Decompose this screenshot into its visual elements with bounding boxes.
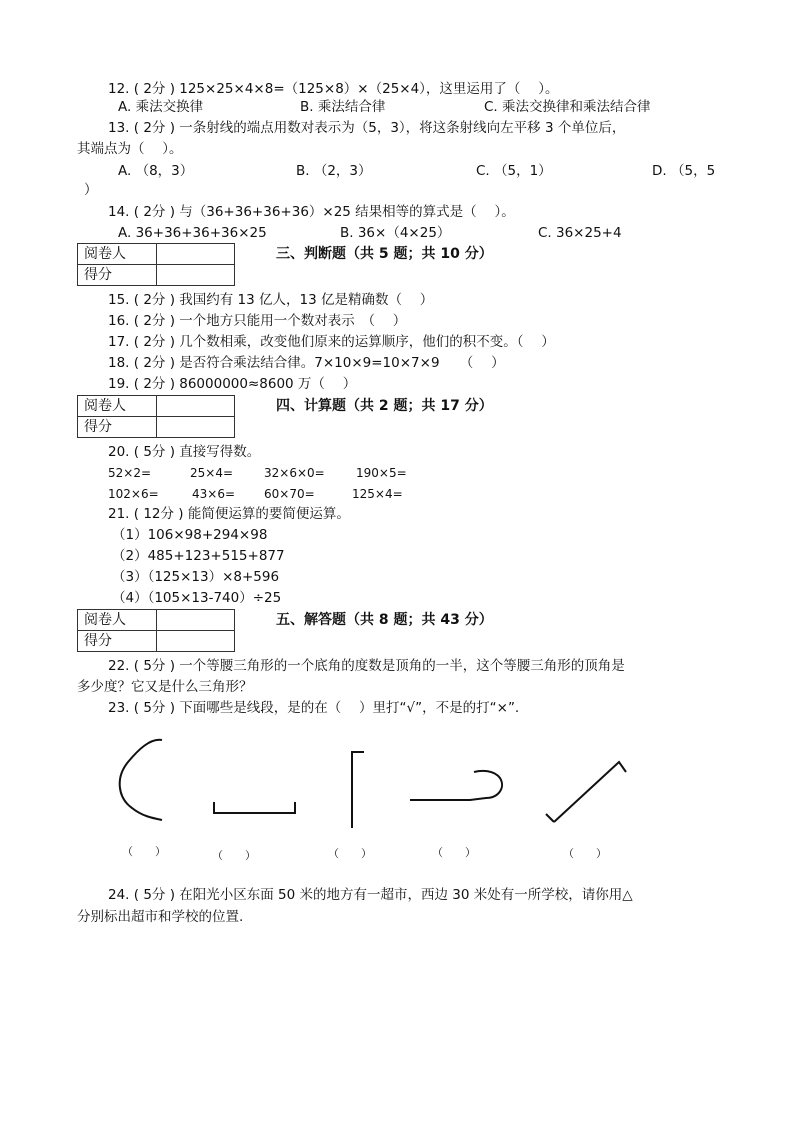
q23-figures (0, 730, 794, 840)
q13-option-d: D. （5，5 (652, 163, 716, 179)
answer-paren-3[interactable]: （ ） (328, 847, 372, 860)
calc-item: 125×4= (352, 487, 403, 501)
reviewer-label: 阅卷人 (78, 396, 157, 417)
section4-title: 四、计算题（共 2 题；共 17 分） (276, 398, 493, 414)
q21-item-4: （4）（105×13-740）÷25 (112, 590, 282, 606)
q13-option-d-tail: ） (84, 182, 98, 198)
question-15: 15. ( 2分 ) 我国约有 13 亿人，13 亿是精确数（ ） (108, 292, 434, 308)
question-13-line2: 其端点为（ ）。 (77, 141, 183, 157)
section3-title: 三、判断题（共 5 题；共 10 分） (276, 246, 493, 262)
section5-title: 五、解答题（共 8 题；共 43 分） (276, 612, 493, 628)
q13-option-c: C. （5，1） (476, 163, 552, 179)
q21-item-2: （2）485+123+515+877 (112, 548, 285, 564)
question-16: 16. ( 2分 ) 一个地方只能用一个数对表示 （ ） (108, 313, 407, 329)
figure-diagonal-tick (546, 814, 554, 822)
score-cell[interactable] (157, 417, 235, 438)
q14-option-b: B. 36×（4×25） (340, 225, 451, 241)
question-18: 18. ( 2分 ) 是否符合乘法结合律。7×10×9=10×7×9 （ ） (108, 355, 505, 371)
reviewer-cell[interactable] (157, 610, 235, 631)
question-24-line2: 分别标出超市和学校的位置. (77, 909, 244, 925)
score-cell[interactable] (157, 265, 235, 286)
reviewer-label: 阅卷人 (78, 244, 157, 265)
figure-vertical-line (352, 752, 364, 828)
question-21: 21. ( 12分 ) 能简便运算的要简便运算。 (108, 506, 350, 522)
figure-bracket (214, 802, 295, 813)
calc-item: 43×6= (192, 487, 236, 501)
answer-paren-4[interactable]: （ ） (432, 846, 476, 859)
figure-hook-line (410, 771, 502, 800)
score-label: 得分 (78, 417, 157, 438)
question-13-line1: 13. ( 2分 ) 一条射线的端点用数对表示为（5，3），将这条射线向左平移 3 个单位后， (108, 120, 626, 136)
score-cell[interactable] (157, 631, 235, 652)
calc-item: 52×2= (108, 466, 152, 480)
question-22-line1: 22. ( 5分 ) 一个等腰三角形的一个底角的度数是顶角的一半，这个等腰三角形的顶角是 (108, 658, 625, 674)
calc-item: 102×6= (108, 487, 159, 501)
score-label: 得分 (78, 631, 157, 652)
grader-table-section4 (77, 395, 235, 438)
q21-item-3: （3）（125×13）×8+596 (112, 569, 280, 585)
answer-paren-5[interactable]: （ ） (563, 847, 607, 860)
question-24-line1: 24. ( 5分 ) 在阳光小区东面 50 米的地方有一超市，西边 30 米处有一所学校，请你用△ (108, 887, 633, 903)
q13-option-b: B. （2，3） (296, 163, 372, 179)
figure-diagonal-line (554, 762, 626, 822)
score-label: 得分 (78, 265, 157, 286)
question-14: 14. ( 2分 ) 与（36+36+36+36）×25 结果相等的算式是（ ）。 (108, 204, 515, 220)
calc-item: 60×70= (264, 487, 315, 501)
reviewer-label: 阅卷人 (78, 610, 157, 631)
calc-item: 32×6×0= (264, 466, 325, 480)
q21-item-1: （1）106×98+294×98 (112, 527, 268, 543)
figure-curve (120, 740, 162, 820)
question-23: 23. ( 5分 ) 下面哪些是线段，是的在（ ）里打“√”，不是的打“×”. (108, 700, 520, 716)
answer-paren-2[interactable]: （ ） (212, 849, 256, 862)
calc-item: 190×5= (356, 466, 407, 480)
grader-table-section3 (77, 243, 235, 286)
grader-table-section5 (77, 609, 235, 652)
calc-item: 25×4= (190, 466, 234, 480)
q12-option-c: C. 乘法交换律和乘法结合律 (484, 99, 651, 115)
reviewer-cell[interactable] (157, 244, 235, 265)
q12-option-a: A. 乘法交换律 (118, 99, 204, 115)
reviewer-cell[interactable] (157, 396, 235, 417)
q12-option-b: B. 乘法结合律 (300, 99, 386, 115)
q14-option-c: C. 36×25+4 (538, 225, 622, 241)
question-17: 17. ( 2分 ) 几个数相乘，改变他们原来的运算顺序，他们的积不变。（ ） (108, 334, 555, 350)
question-22-line2: 多少度？它又是什么三角形？ (77, 679, 253, 695)
answer-paren-1[interactable]: （ ） (122, 845, 166, 858)
question-19: 19. ( 2分 ) 86000000≈8600 万（ ） (108, 376, 357, 392)
q14-option-a: A. 36+36+36+36×25 (118, 225, 267, 241)
question-12: 12. ( 2分 ) 125×25×4×8=（125×8）×（25×4），这里运用了（ ）。 (108, 81, 559, 97)
question-20: 20. ( 5分 ) 直接写得数。 (108, 444, 261, 460)
q13-option-a: A. （8，3） (118, 163, 194, 179)
